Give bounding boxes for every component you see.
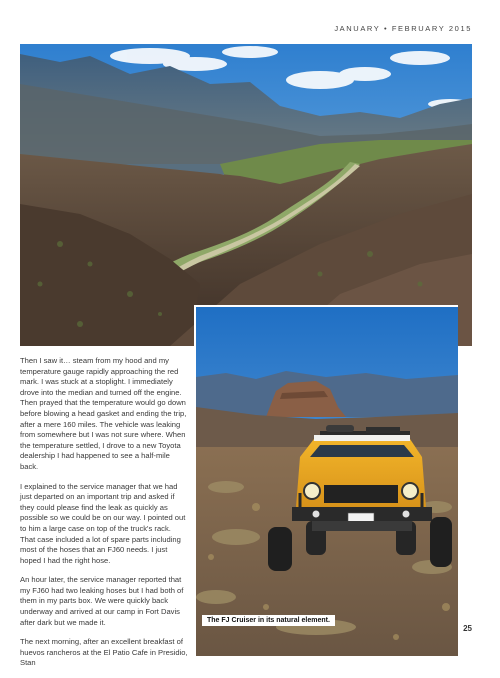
page-number: 25 — [463, 624, 472, 633]
canyon-illustration — [20, 44, 472, 346]
photo-caption: The FJ Cruiser in its natural element. — [202, 615, 335, 626]
article-paragraph: An hour later, the service manager reported that my FJ60 had two leaking hoses but I had both of them in my parts box. We were quickly back underway and arrived at our camp in Fort Davis after dark but we made it. — [20, 575, 184, 627]
article-paragraph: Then I saw it… steam from my hood and my temperature gauge rapidly approaching the red mark. I was stuck at a stoplight. I immediately drove into the median and turned off the engine. Then prayed that the temperature would go down before blowing a head gasket and ending the trip, after a mere 160 miles. The vehicle was leaking from somewhere but I was not sure where. When the temperature settled, I drove to a new Toyota dealership I had happened to see a half-mile back. — [20, 356, 187, 471]
issue-date: JANUARY • FEBRUARY 2015 — [334, 24, 472, 33]
fj-cruiser-illustration — [196, 307, 458, 656]
article-paragraph: I explained to the service manager that we had just departed on an important trip and asked if they could please find the leak as quickly as possible so we could be on our way. I pointed out to him a large case on top of the truck's rack. That case included a lot of spare parts including most of the hoses that an FJ60 needs. I just hoped I had the right hose. — [20, 481, 186, 565]
article-paragraph: The next morning, after an excellent breakfast of huevos rancheros at the El Patio Cafe in Presidio, Stan — [20, 637, 188, 668]
article-body — [20, 356, 188, 678]
canyon-photo — [20, 44, 472, 346]
fj-cruiser-photo — [194, 305, 458, 656]
